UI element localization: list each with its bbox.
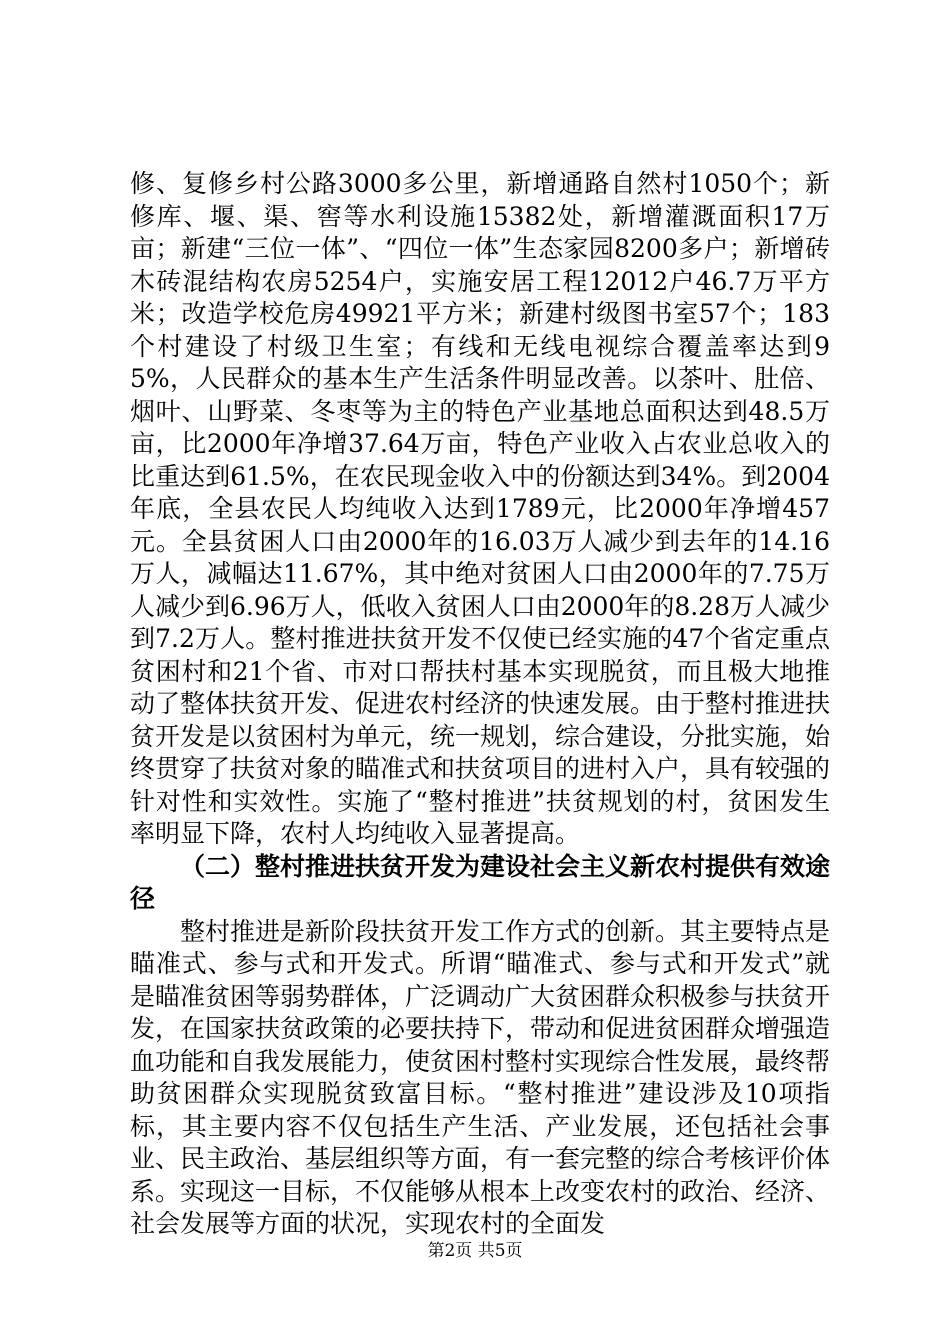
page-number-indicator: 第2页 共5页 bbox=[427, 1241, 523, 1261]
paragraph-section-body: 整村推进是新阶段扶贫开发工作方式的创新。其主要特点是瞄准式、参与式和开发式。所谓“瞄准式、参与式和开发式”就是瞄准贫困等弱势群体，广泛调动广大贫困群众积极参与扶贫开发，在国家扶贫政策的必要扶持下，带动和促进贫困群众增强造血功能和自我发展能力，使贫困村整村实现综合性发展，最终帮助贫困群众实现脱贫致富目标。“整村推进”建设涉及10项指标，其主要内容不仅包括生产生活、产业发展，还包括社会事业、民主政治、基层组织等方面，有一套完整的综合考核评价体系。实现这一目标，不仅能够从根本上改变农村的政治、经济、社会发展等方面的状况，实现农村的全面发 bbox=[130, 916, 831, 1238]
document-body bbox=[130, 168, 830, 1241]
section-heading: （二）整村推进扶贫开发为建设社会主义新农村提供有效途径 bbox=[130, 851, 831, 913]
paragraph-continued: 修、复修乡村公路3000多公里，新增通路自然村1050个；新修库、堰、渠、窖等水利设施15382处，新增灌溉面积17万亩；新建“三位一体”、“四位一体”生态家园8200多户；新增砖木砖混结构农房5254户，实施安居工程12012户46.7万平方米；改造学校危房49921平方米；新建村级图书室57个；183个村建设了村级卫生室；有线和无线电视综合覆盖率达到95%，人民群众的基本生产生活条件明显改善。以茶叶、肚倍、烟叶、山野菜、冬枣等为主的特色产业基地总面积达到48.5万亩，比2000年净增37.64万亩，特色产业收入占农业总收入的比重达到61.5%，在农民现金收入中的份额达到34%。到2004年底，全县农民人均纯收入达到1789元，比2000年净增457元。全县贫困人口由2000年的16.03万人减少到去年的14.16万人，减幅达11.67%，其中绝对贫困人口由2000年的7.75万人减少到6.96万人，低收入贫困人口由2000年的8.28万人减少到7.2万人。整村推进扶贫开发不仅使已经实施的47个省定重点贫困村和21个省、市对口帮扶村基本实现脱贫，而且极大地推动了整体扶贫开发、促进农村经济的快速发展。由于整村推进扶贫开发是以贫困村为单元，统一规划，综合建设，分批实施，始终贯穿了扶贫对象的瞄准式和扶贫项目的进村入户，具有较强的针对性和实效性。实施了“整村推进”扶贫规划的村，贫困发生率明显下降，农村人均纯收入显著提高。 bbox=[130, 169, 831, 848]
page-footer bbox=[0, 1240, 950, 1262]
